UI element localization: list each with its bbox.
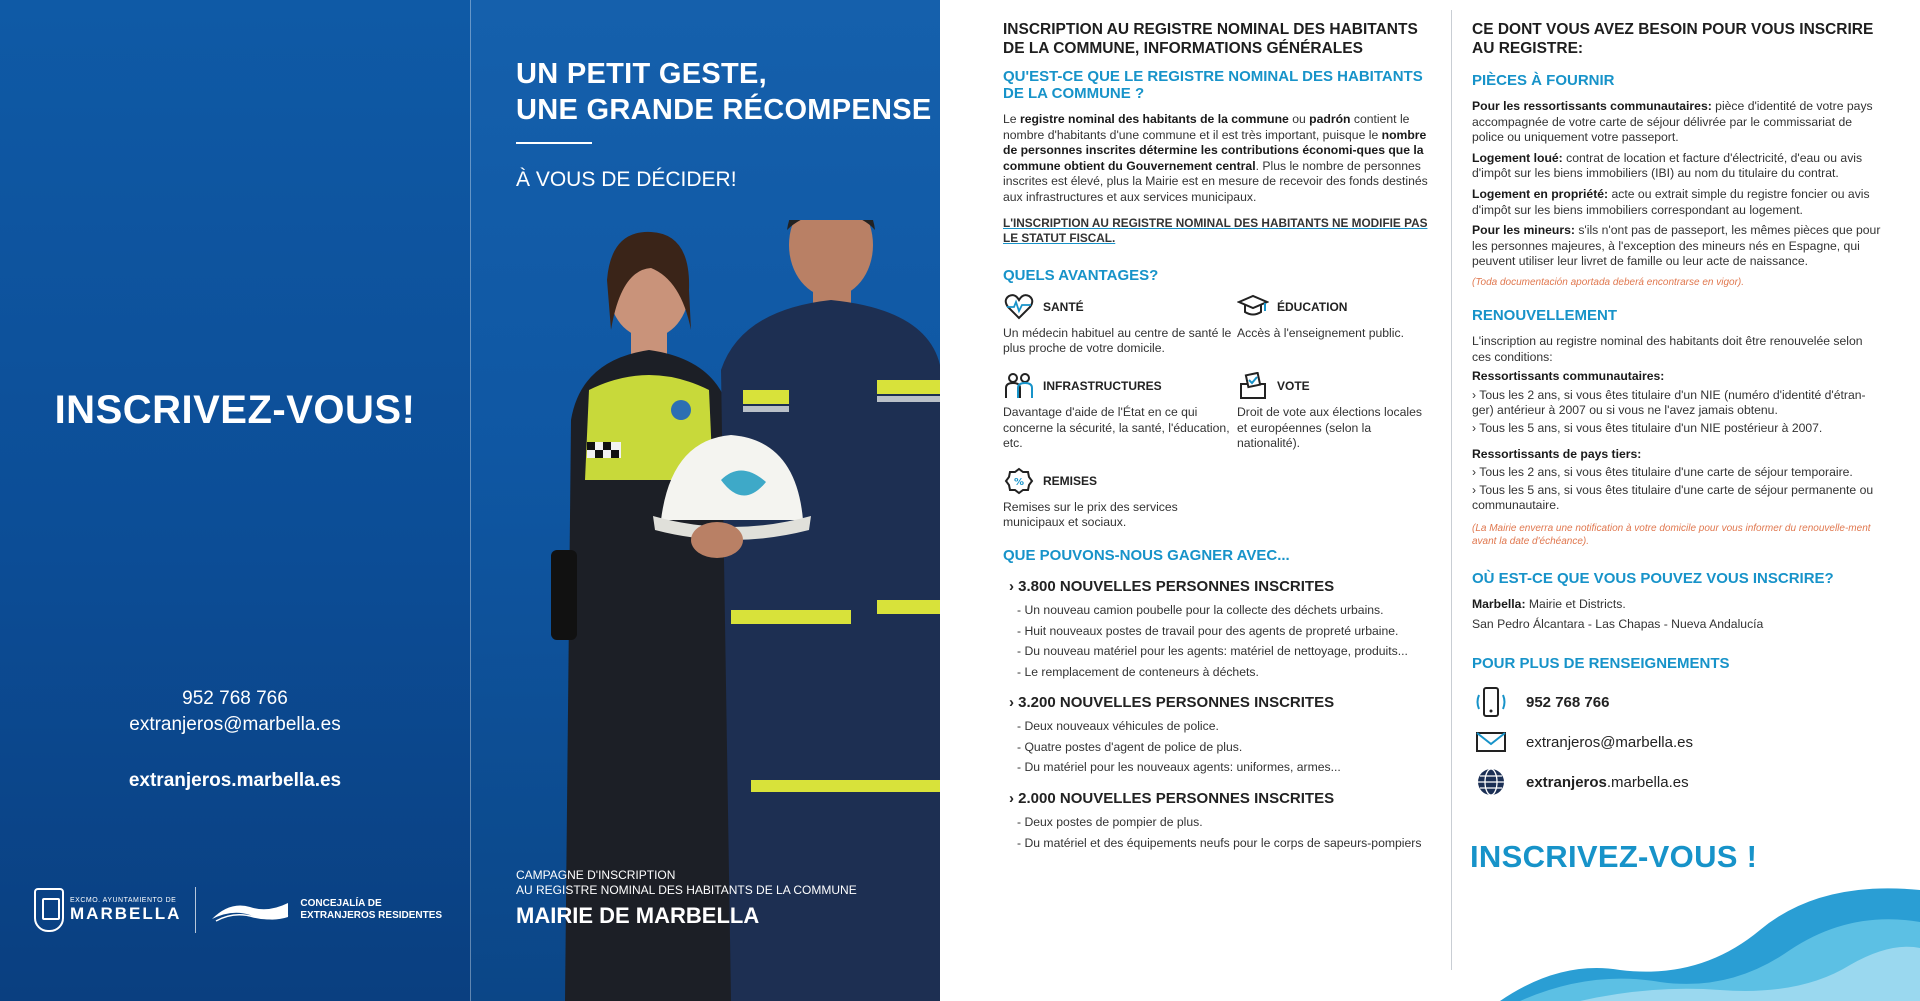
gain-3800-list [1017, 603, 1429, 680]
globe-icon [1472, 767, 1510, 797]
cta-title: INSCRIVEZ-VOUS ! [1470, 839, 1758, 874]
docs-note: (Toda documentación aportada deberá encontrarse en vigor). [1472, 276, 1745, 288]
more-title: POUR PLUS DE RENSEIGNEMENTS [1472, 655, 1730, 673]
advantages-title: QUELS AVANTAGES? [1003, 266, 1159, 284]
list-item: › Tous les 2 ans, si vous êtes titulaire d'une carte de séjour temporaire. [1472, 465, 1853, 480]
phone-icon [1472, 685, 1510, 719]
advantage-text: Davantage d'aide de l'État en ce qui concerne la sécurité, la santé, l'éducation, etc. [1003, 404, 1230, 451]
list-item: - Le remplacement de conteneurs à déchets. [1017, 664, 1259, 679]
logo-ext-line2: EXTRANJEROS RESIDENTES [300, 910, 443, 921]
headline [516, 56, 932, 128]
advantage-text: Remises sur le prix des services municipaux et sociaux. [1003, 499, 1178, 530]
advantage-label: REMISES [1043, 473, 1098, 488]
campaign-line2: AU REGISTRE NOMINAL DES HABITANTS DE LA COMMUNE [516, 883, 857, 897]
renew-comm-title: Ressortissants communautaires: [1472, 369, 1665, 384]
advantage-label: VOTE [1277, 378, 1310, 393]
need-title: CE DONT VOUS AVEZ BESOIN POUR VOUS INSCRIRE AU REGISTRE: [1472, 21, 1874, 57]
where-districts: San Pedro Álcantara - Las Chapas - Nueva Andalucía [1472, 617, 1764, 632]
cover-title: INSCRIVEZ-VOUS! [54, 388, 416, 432]
advantage-label: INFRASTRUCTURES [1043, 378, 1162, 393]
list-item: - Quatre postes d'agent de police de plus. [1017, 739, 1243, 754]
list-item: - Deux postes de pompier de plus. [1017, 815, 1203, 830]
heart-pulse-icon [1003, 292, 1035, 322]
headline-rule [516, 142, 592, 144]
cover-phone: 952 768 766 [182, 688, 288, 709]
q1-paragraph: Le registre nominal des habitants de la commune ou padrón contient le nombre d'habitants d'une commune et il est très important, puisque le nombre de personnes inscrites détermine les contributions économi-ques que la commune obtient du Gouvernement central. Plus le nombre de personnes inscrites est élevé, plus la Mairie est en mesure de recevoir des fonds destinés aux infrastructures et aux services municipaux. [1003, 112, 1428, 204]
column-divider [1451, 10, 1452, 970]
advantage-sante [1003, 292, 1237, 357]
advantage-text: Accès à l'enseignement public. [1237, 325, 1404, 340]
advantage-remises [1003, 466, 1237, 531]
cover-email[interactable]: extranjeros@marbella.es [129, 714, 341, 735]
gain-title: QUE POUVONS-NOUS GAGNER AVEC... [1003, 546, 1290, 564]
wave-logo-icon [210, 897, 290, 923]
campaign-line1: CAMPAGNE D'INSCRIPTION [516, 868, 676, 882]
marbella-logo [34, 888, 181, 932]
list-item: › Tous les 5 ans, si vous êtes titulaire d'un NIE postérieur à 2007. [1472, 420, 1823, 435]
renew-note: (La Mairie enverra une notification à votre domicile pour vous informer du renouvelle-ment avant la date d'échéance). [1472, 522, 1871, 547]
decorative-waves [1500, 870, 1920, 1001]
requirements-column [1472, 20, 1882, 802]
crest-icon [34, 888, 64, 932]
gain-3200-title: › 3.200 NOUVELLES PERSONNES INSCRITES [1009, 694, 1335, 712]
people-icon [1003, 371, 1035, 401]
contact-phone: 952 768 766 [1526, 693, 1610, 711]
info-column [1003, 20, 1429, 856]
logo-row [34, 884, 454, 936]
renew-third-title: Ressortissants de pays tiers: [1472, 446, 1642, 461]
renew-title: RENOUVELLEMENT [1472, 306, 1618, 324]
list-item: - Du matériel et des équipements neufs pour le corps de sapeurs-pompiers [1017, 835, 1422, 850]
advantage-infrastructures [1003, 371, 1237, 452]
discount-badge-icon [1003, 466, 1035, 496]
mairie-title: MAIRIE DE MARBELLA [516, 903, 760, 928]
extranjeros-logo [210, 897, 442, 923]
subtitle: À VOUS DE DÉCIDER! [516, 168, 737, 191]
headline-line2: UNE GRANDE RÉCOMPENSE [516, 94, 932, 126]
gain-2000-list [1017, 815, 1429, 851]
logo-marbella-name: MARBELLA [70, 903, 182, 923]
list-item: - Deux nouveaux véhicules de police. [1017, 719, 1219, 734]
fiscal-note: L'INSCRIPTION AU REGISTRE NOMINAL DES HABITANTS NE MODIFIE PAS LE STATUT FISCAL. [1003, 215, 1428, 246]
docs-title: PIÈCES À FOURNIR [1472, 72, 1615, 89]
where-title: OÙ EST-CE QUE VOUS POUVEZ VOUS INSCRIRE? [1472, 569, 1834, 587]
logo-ext-line1: CONCEJALÍA DE [300, 898, 382, 909]
list-item: - Huit nouveaux postes de travail pour des agents de propreté urbaine. [1017, 623, 1399, 638]
where-text: Marbella: Mairie et Districts. [1472, 596, 1626, 611]
advantage-label: ÉDUCATION [1277, 299, 1348, 314]
contact-phone-row[interactable] [1472, 682, 1882, 722]
advantages-grid [1003, 292, 1429, 531]
gain-2000-title: › 2.000 NOUVELLES PERSONNES INSCRITES [1009, 790, 1335, 808]
cover-panel [0, 0, 470, 1001]
advantage-text: Un médecin habituel au centre de santé le plus proche de votre domicile. [1003, 325, 1232, 356]
doc-item: Pour les ressortissants communautaires: pièce d'identité de votre pays accompagnée de votre carte de séjour délivrée par le commissariat de police ou uniquement votre passeport. [1472, 99, 1873, 145]
main-title: INSCRIPTION AU REGISTRE NOMINAL DES HABITANTS DE LA COMMUNE, INFORMATIONS GÉNÉRALES [1003, 21, 1418, 57]
list-item: › Tous les 5 ans, si vous êtes titulaire d'une carte de séjour permanente ou communautaire. [1472, 482, 1874, 513]
advantage-text: Droit de vote aux élections locales et européennes (selon la nationalité). [1237, 404, 1422, 451]
svg-text:%: % [1013, 476, 1025, 488]
contact-email-row[interactable] [1472, 722, 1882, 762]
gain-3200-list [1017, 719, 1429, 776]
envelope-icon [1472, 730, 1510, 754]
q1-title: QU'EST-CE QUE LE REGISTRE NOMINAL DES HABITANTS DE LA COMMUNE ? [1003, 68, 1423, 102]
advantage-education [1237, 292, 1427, 357]
list-item: › Tous les 2 ans, si vous êtes titulaire d'un NIE (numéro d'identité d'étran-ger) antérieur à 2007 ou si vous ne l'avez jamais obtenu. [1472, 387, 1866, 418]
renew-intro: L'inscription au registre nominal des habitants doit être renouvelée selon ces conditions: [1472, 333, 1863, 364]
contact-email: extranjeros@marbella.es [1526, 733, 1693, 751]
campaign-text [516, 868, 857, 898]
doc-item: Pour les mineurs: s'ils n'ont pas de passeport, les mêmes pièces que pour les personnes majeures, à l'exception des mineurs nés en Espagne, qui peuvent utiliser leur livret de famille ou leur acte de naissance. [1472, 223, 1881, 269]
logo-marbella-top: EXCMO. AYUNTAMIENTO DE [70, 896, 177, 904]
ballot-box-icon [1237, 371, 1269, 401]
headline-line1: UN PETIT GESTE, [516, 58, 768, 90]
advantage-label: SANTÉ [1043, 299, 1084, 314]
list-item: - Un nouveau camion poubelle pour la collecte des déchets urbains. [1017, 602, 1384, 617]
advantage-vote [1237, 371, 1427, 452]
list-item: - Du matériel pour les nouveaux agents: uniformes, armes... [1017, 760, 1341, 775]
photo-panel [470, 0, 940, 1001]
cover-website[interactable]: extranjeros.marbella.es [128, 770, 342, 791]
logo-divider [195, 887, 196, 933]
graduation-cap-icon [1237, 292, 1269, 322]
gain-3800-title: › 3.800 NOUVELLES PERSONNES INSCRITES [1009, 577, 1335, 595]
doc-item: Logement loué: contrat de location et facture d'électricité, d'eau ou avis d'impôt sur les biens immobiliers (IBI) au nom du titulaire du contrat. [1472, 150, 1863, 181]
list-item: - Du nouveau matériel pour les agents: matériel de nettoyage, produits... [1017, 644, 1408, 659]
contact-web: extranjeros.marbella.es [1526, 773, 1689, 791]
contact-web-row[interactable] [1472, 762, 1882, 802]
doc-item: Logement en propriété: acte ou extrait simple du registre foncier ou avis d'impôt sur les biens immobiliers correspondant au logement. [1472, 186, 1870, 217]
